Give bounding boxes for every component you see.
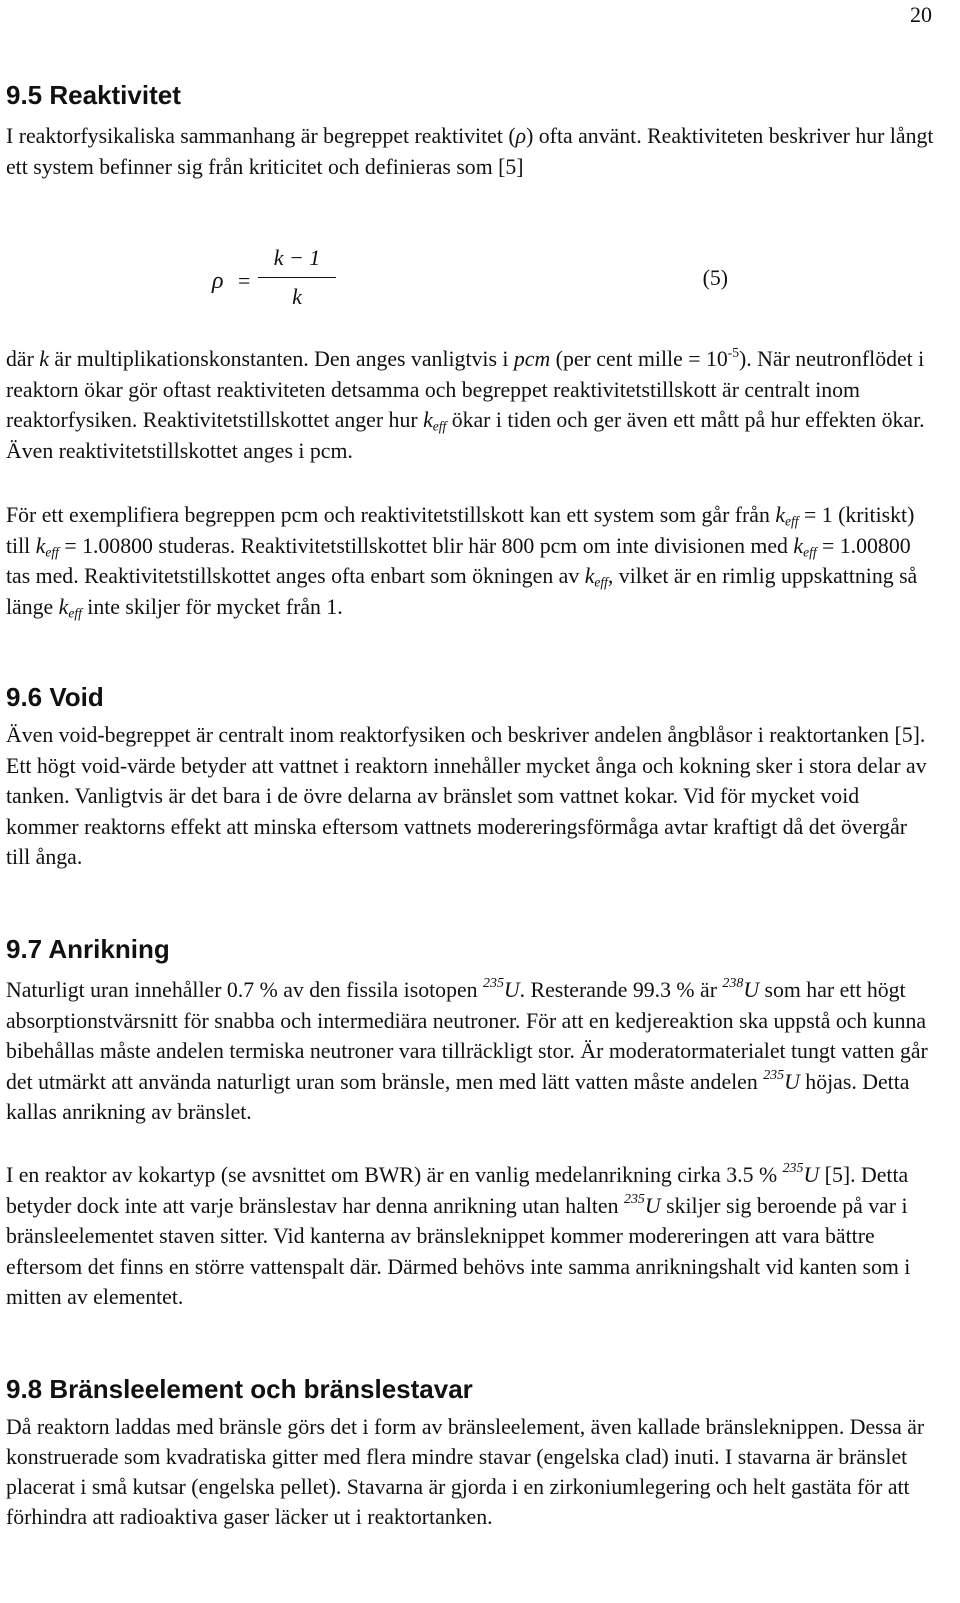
paragraph-void: Även void-begreppet är centralt inom reaktorfysiken och beskriver andelen ångblåsor i reaktortanken [5]. Ett högt void-värde betyder att vattnet i reaktorn innehåller mycket ånga och kokning sker i stora delar av tanken. Vanligtvis är det bara i de övre delarna av bränslet som vattnet kokar. Vid för mycket void kommer reaktorns effekt att minska eftersom vattnets modereringsförmåga avtar kraftigt då det övergår till ånga. — [6, 723, 927, 870]
page-number: 20 — [910, 2, 932, 27]
paragraph-reaktivitet-intro: I reaktorfysikaliska sammanhang är begreppet reaktivitet (ρ) ofta använt. Reaktiviteten beskriver hur långt ett system befinner sig från kriticitet och definieras som [5] — [6, 124, 934, 179]
formula-numerator: k − 1 — [273, 245, 321, 270]
reactivity-formula — [206, 240, 746, 320]
paragraph-reaktivitet-definition: där k är multiplikationskonstanten. Den anges vanligtvis i pcm (per cent mille = $10^{-5}$). När neutronflödet i reaktorn ökar gör oftast reaktiviteten detsamma och begreppet reaktivitetstillskott är centralt inom reaktorfysiken. Reaktivitetstillskottet anger hur $k_{eff}$ ökar i tiden och ger även ett mått på hur effekten ökar. Även reaktivitetstillskottet anges i pcm. — [6, 345, 925, 463]
paragraph-reaktivitet-example: För ett exemplifiera begreppen pcm och reaktivitetstillskott kan ett system som går från $k_{eff} = 1$ (kritiskt) till $k_{eff} = 1.00800$ studeras. Reaktivitetstillskottet blir här 800 pcm om inte divisionen med $k_{eff} = 1.00800$ tas med. Reaktivitetstillskottet anges ofta enbart som ökningen av $k_{eff}$, vilket är en rimlig uppskattning så länge $k_{eff}$ inte skiljer för mycket från 1. — [6, 503, 918, 621]
heading-void: 9.6 Void — [6, 682, 104, 712]
heading-anrikning: 9.7 Anrikning — [6, 934, 170, 964]
paragraph-anrikning-2: I en reaktor av kokartyp (se avsnittet om BWR) är en vanlig medelanrikning cirka 3.5 % $^{235}$U [5]. Detta betyder dock inte att varje bränslestav har denna anrikning utan halten $^{235}$U skiljer sig beroende på var i bränsleelementet staven sitter. Vid kanterna av bränsleknippet kommer modereringen att vara bättre eftersom det finns en större vattenspalt där. Därmed behövs inte samma anrikningshalt vid kanten som i mitten av elementet. — [6, 1161, 911, 1310]
paragraph-bransleelement: Då reaktorn laddas med bränsle görs det i form av bränsleelement, även kallade bränsleknippen. Dessa är konstruerade som kvadratiska gitter med flera mindre stavar (engelska clad) inuti. I stavarna är bränslet placerat i små kutsar (engelska pellet). Stavarna är gjorda i en zirkoniumlegering och helt gastäta för att förhindra att radioaktiva gaser läcker ut i reaktortanken. — [6, 1415, 925, 1529]
formula-denominator: k — [292, 284, 302, 309]
fraction-bar — [258, 277, 336, 278]
heading-bransleelement: 9.8 Bränsleelement och bränslestavar — [6, 1374, 473, 1404]
formula-equals: = — [238, 268, 251, 293]
equation-number: (5) — [702, 266, 728, 290]
heading-reaktivitet: 9.5 Reaktivitet — [6, 80, 181, 110]
formula-rho: ρ — [212, 268, 224, 294]
paragraph-anrikning: Naturligt uran innehåller 0.7 % av den fissila isotopen $^{235}$U. Resterande 99.3 % är $^{238}$U som har ett högt absorptionstvärsnitt för snabba och intermediära neutroner. För att en kedjereaktion ska uppstå och kunna bibehållas måste andelen termiska neutroner vara tillräckligt stor. Är moderatormaterialet tungt vatten går det utmärkt att använda naturligt uran som bränsle, men med lätt vatten måste andelen $^{235}$U höjas. Detta kallas anrikning av bränslet. — [6, 976, 928, 1125]
